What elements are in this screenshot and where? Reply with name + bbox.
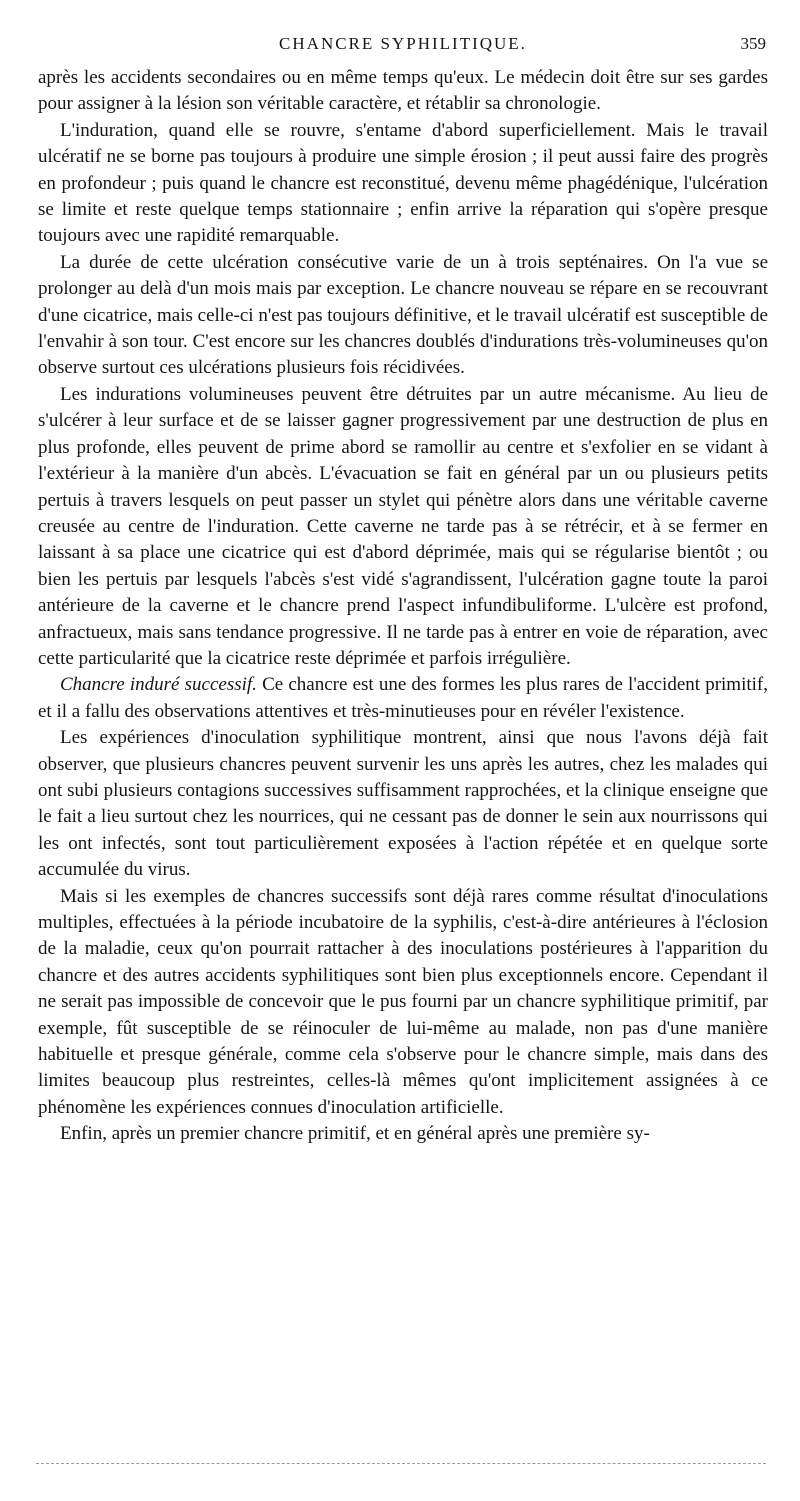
paragraph-chancre-induré-successif: [38, 672, 768, 725]
run-in-heading: Chancre induré successif.: [60, 674, 257, 696]
body-text: [38, 65, 768, 1148]
page-number: 359: [740, 34, 766, 53]
paragraph: L'induration, quand elle se rouvre, s'entame d'abord superficiellement. Mais le travail ulcératif ne se borne pas toujours à produire une simple érosion ; il peut aussi faire des progrès en profondeur ; puis quand le chancre est reconstitué, devenu même phagédénique, l'ulcération se limite et reste quelque temps stationnaire ; enfin arrive la réparation qui s'opère presque toujours avec une rapidité remarquable.: [38, 119, 768, 247]
paragraph: après les accidents secondaires ou en même temps qu'eux. Le médecin doit être sur ses gardes pour assigner à la lésion son véritable caractère, et rétablir sa chronologie.: [38, 67, 768, 115]
paragraph: La durée de cette ulcération consécutive varie de un à trois septénaires. On l'a vue se prolonger au delà d'un mois mais par exception. Le chancre nouveau se répare en se recouvrant d'une cicatrice, mais celle-ci n'est pas toujours définitive, et le travail ulcératif est susceptible de l'envahir à son tour. C'est encore sur les chancres doublés d'indurations très-volumineuses qu'on observe surtout ces ulcérations plusieurs fois récidivées.: [38, 251, 768, 379]
running-title: CHANCRE SYPHILITIQUE.: [279, 34, 527, 53]
paragraph: Enfin, après un premier chancre primitif, et en général après une première sy-: [60, 1123, 650, 1145]
paragraph: Mais si les exemples de chancres successifs sont déjà rares comme résultat d'inoculations multiples, effectuées à la période incubatoire de la syphilis, c'est-à-dire antérieures à l'éclosion de la maladie, ceux qu'on pourrait rattacher à des inoculations postérieures à l'apparition du chancre et des autres accidents syphilitiques sont bien plus exceptionnels encore. Cependant il ne serait pas impossible de concevoir que le pus fourni par un chancre syphilitique primitif, par exemple, fût susceptible de se réinoculer de lui-même au malade, non pas d'une manière habituelle et presque générale, comme cela s'observe pour le chancre simple, mais dans des limites beaucoup plus restreintes, celles-là mêmes qu'ont implicitement assignées à ce phénomène les expériences connues d'inoculation artificielle.: [38, 885, 768, 1118]
running-head: [38, 34, 768, 56]
paragraph-text: Ce chancre est une des formes les plus rares de l'accident primitif, et il a fallu des observations attentives et très-minutieuses pour en révéler l'existence.: [38, 674, 768, 722]
footer-rule: [36, 1463, 766, 1464]
book-page: [38, 34, 768, 1148]
paragraph: Les indurations volumineuses peuvent être détruites par un autre mécanisme. Au lieu de s'ulcérer à leur surface et de se laisser gagner progressivement par une destruction de plus en plus profonde, elles peuvent de prime abord se ramollir au centre et s'exfolier en se vidant à l'extérieur à la manière d'un abcès. L'évacuation se fait en général par un ou plusieurs petits pertuis à travers lesquels on peut passer un stylet qui pénètre alors dans une véritable caverne creusée au centre de l'induration. Cette caverne ne tarde pas à se rétrécir, et à se fermer en laissant à sa place une cicatrice qui est d'abord déprimée, mais qui se régularise bientôt ; ou bien les pertuis par lesquels l'abcès s'est vidé s'agrandissent, l'ulcération gagne toute la paroi antérieure de la caverne et le chancre prend l'aspect infundibuliforme. L'ulcère est profond, anfractueux, mais sans tendance progressive. Il ne tarde pas à entrer en voie de réparation, avec cette particularité que la cicatrice reste déprimée et parfois irrégulière.: [38, 383, 768, 669]
paragraph: Les expériences d'inoculation syphilitique montrent, ainsi que nous l'avons déjà fait observer, que plusieurs chancres peuvent survenir les uns après les autres, chez les malades qui ont subi plusieurs contagions successives suffisamment rapprochées, et la clinique enseigne que le fait a lieu surtout chez les nourrices, qui ne cessant pas de donner le sein aux nourrissons qui les ont infectés, sont tout particulièrement exposées à l'action répétée et en quelque sorte accumulée du virus.: [38, 727, 768, 881]
